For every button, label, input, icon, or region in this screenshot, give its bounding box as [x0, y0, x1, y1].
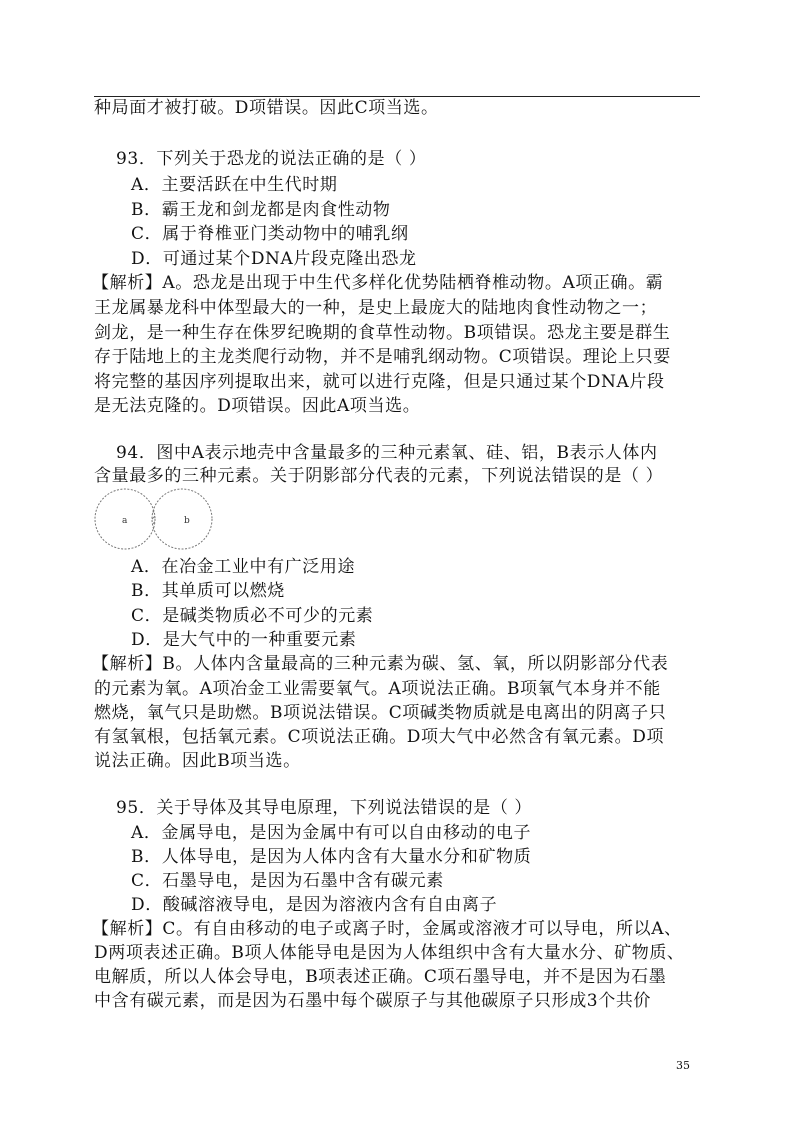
q94-analysis-line: 燃烧，氧气只是助燃。B项说法错误。C项碱类物质就是电离出的阴离子只 — [94, 703, 667, 723]
q93-option-a: A．主要活跃在中生代时期 — [131, 175, 338, 195]
q93-option-d: D．可通过某个DNA片段克隆出恐龙 — [131, 249, 417, 269]
q93-analysis-line: 【解析】A。恐龙是出现于中生代多样化优势陆栖脊椎动物。A项正确。霸 — [92, 273, 664, 293]
q95-option-d: D．酸碱溶液导电，是因为溶液内含有自由离子 — [131, 895, 498, 915]
q94-option-b: B．其单质可以燃烧 — [131, 581, 285, 601]
page-number: 35 — [676, 1059, 690, 1072]
q94-option-c: C．是碱类物质必不可少的元素 — [131, 606, 374, 626]
q93-option-c: C．属于脊椎亚门类动物中的哺乳纲 — [131, 224, 409, 244]
q93-option-b: B．霸王龙和剑龙都是肉食性动物 — [131, 200, 391, 220]
q95-option-b: B．人体导电，是因为人体内含有大量水分和矿物质 — [131, 847, 532, 867]
q94-analysis-line: 说法正确。因此B项当选。 — [94, 751, 301, 771]
q94-analysis-line: 有氢氧根，包括氧元素。C项说法正确。D项大气中必然含有氧元素。D项 — [94, 727, 665, 747]
q93-stem: 93．下列关于恐龙的说法正确的是（ ） — [116, 149, 427, 169]
q95-option-a: A．金属导电，是因为金属中有可以自由移动的电子 — [131, 823, 532, 843]
q93-analysis-line: 将完整的基因序列提取出来，就可以进行克隆，但是只通过某个DNA片段 — [94, 372, 665, 392]
q94-option-a: A．在冶金工业中有广泛用途 — [131, 557, 356, 577]
q94-analysis-line: 的元素为氧。A项冶金工业需要氧气。A项说法正确。B项氧气本身并不能 — [94, 679, 661, 699]
q95-analysis-line: 中含有碳元素，而是因为石墨中每个碳原子与其他碳原子只形成3个共价 — [94, 991, 652, 1011]
venn-label-b: b — [184, 516, 190, 526]
venn-diagram — [94, 486, 224, 556]
q94-analysis-line: 【解析】B。人体内含量最高的三种元素为碳、氢、氧，所以阴影部分代表 — [92, 654, 669, 674]
q95-analysis-line: D两项表述正确。B项人体能导电是因为人体组织中含有大量水分、矿物质、 — [94, 943, 685, 963]
q93-analysis-line: 剑龙，是一种生存在侏罗纪晚期的食草性动物。B项错误。恐龙主要是群生 — [94, 323, 671, 343]
q95-option-c: C．石墨导电，是因为石墨中含有碳元素 — [131, 871, 444, 891]
q94-option-d: D．是大气中的一种重要元素 — [131, 630, 357, 650]
q95-analysis-line: 电解质，所以人体会导电，B项表述正确。C项石墨导电，并不是因为石墨 — [94, 967, 667, 987]
carryover-text: 种局面才被打破。D项错误。因此C项当选。 — [94, 98, 439, 118]
q93-analysis-line: 存于陆地上的主龙类爬行动物，并不是哺乳纲动物。C项错误。理论上只要 — [94, 347, 671, 367]
venn-circle-b — [152, 489, 212, 549]
q93-analysis-line: 王龙属暴龙科中体型最大的一种，是史上最庞大的陆地肉食性动物之一； — [94, 298, 658, 318]
q94-stem-line: 含量最多的三种元素。关于阴影部分代表的元素，下列说法错误的是（ ） — [94, 466, 664, 486]
q95-stem: 95．关于导体及其导电原理，下列说法错误的是（ ） — [116, 798, 533, 818]
q93-analysis-line: 是无法克隆的。D项错误。因此A项当选。 — [94, 396, 421, 416]
venn-label-a: a — [122, 516, 128, 526]
q95-analysis-line: 【解析】C。有自由移动的电子或离子时，金属或溶液才可以导电，所以A、 — [92, 919, 682, 939]
q94-stem-line: 94．图中A表示地壳中含量最多的三种元素氧、硅、铝，B表示人体内 — [116, 443, 658, 463]
